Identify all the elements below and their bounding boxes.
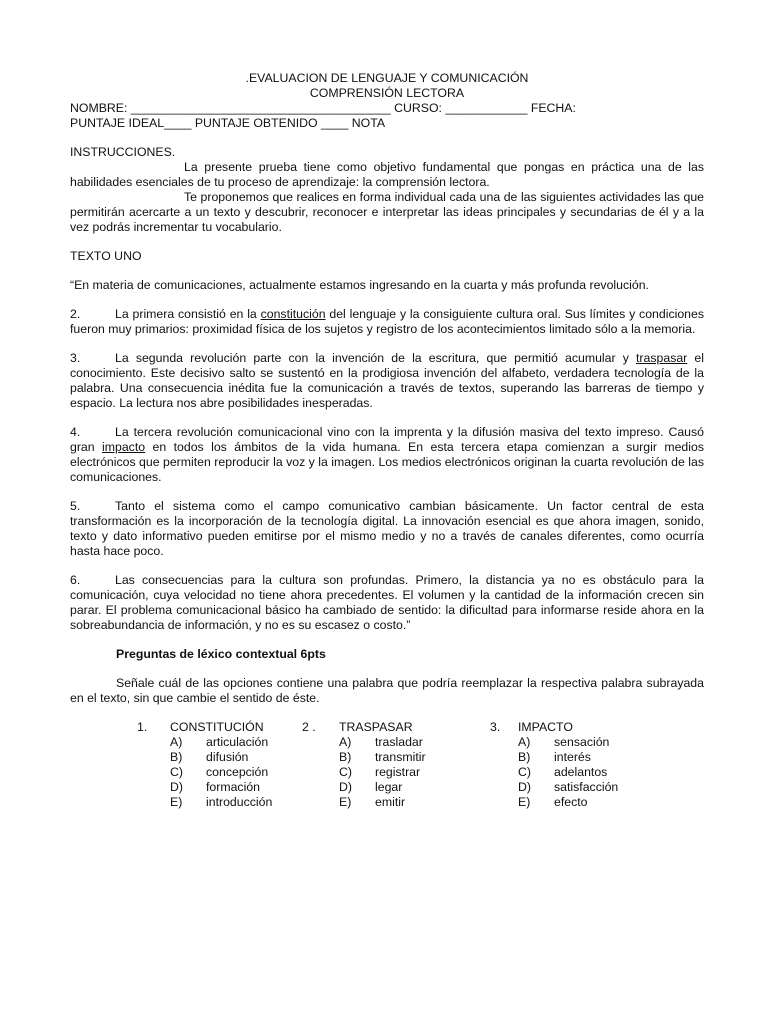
questions-instruction <box>70 676 704 706</box>
p4-text-a: La tercera revolución comunicacional vino con la imprenta y la difusión masiva del texto impreso. Causó gran <box>70 425 704 454</box>
option-text: articulación <box>206 735 269 749</box>
p6-text: Las consecuencias para la cultura son profundas. Primero, la distancia ya no es obstáculo para la comunicación, cuya velocidad no tiene ahora precedentes. El volumen y la cantidad de la información crecen sin parar. El problema comunicacional básico ha cambiado de sentido: la dificultad para informarse reside ahora en la sobreabundancia de información, y no es su escasez o costo.” <box>70 573 704 632</box>
option-item[interactable] <box>170 765 272 780</box>
option-text: adelantos <box>554 765 608 779</box>
questions-instruction-text: Señale cuál de las opciones contiene una palabra que podría reemplazar la respectiva palabra subrayada en el texto, sin que cambie el sentido de éste. <box>70 676 704 705</box>
option-item[interactable] <box>518 735 618 750</box>
p5-text: Tanto el sistema como el campo comunicativo cambian básicamente. Un factor central de esta transformación es la incorporación de la tecnología digital. La innovación esencial es que ahora imagen, sonido, texto y dato informativo pueden emitirse por el mismo medio y no a través de canales diferentes, como ocurría hasta hace poco. <box>70 499 704 558</box>
text-paragraph-4 <box>70 425 704 485</box>
paragraph-number: 5. <box>70 499 81 513</box>
text-paragraph-6 <box>70 573 704 633</box>
option-letter: A) <box>339 735 352 749</box>
p3-text-b: el conocimiento. Este decisivo salto se sustentó en la prodigiosa invención del alfabeto, verdadera tecnología de la palabra. Una consecuencia inédita fue la comunicación a través de textos, superando las barreras de tiempo y espacio. La lectura nos abre posibilidades inesperadas. <box>70 351 704 410</box>
question-number: 2 . <box>302 720 316 734</box>
option-item[interactable] <box>518 795 618 810</box>
option-letter: A) <box>170 735 183 749</box>
question-3 <box>490 720 618 810</box>
questions-heading: Preguntas de léxico contextual 6pts <box>116 647 326 661</box>
option-item[interactable] <box>339 735 426 750</box>
option-text: satisfacción <box>554 780 619 794</box>
option-text: efecto <box>554 795 588 809</box>
document-title: .EVALUACION DE LENGUAJE Y COMUNICACIÓN <box>245 71 529 85</box>
option-text: legar <box>375 780 403 794</box>
instructions-p2-first: Te proponemos que realices en forma individual cada una de las siguientes actividades <box>184 190 661 204</box>
instructions-paragraph-1 <box>70 160 704 190</box>
option-letter: D) <box>339 780 352 794</box>
option-text: emitir <box>375 795 406 809</box>
question-number: 1. <box>137 720 148 734</box>
instructions-p1-first: La presente prueba tiene como objetivo fundamental que pongas en práctica una de las <box>184 160 704 174</box>
p4-text-b: en todos los ámbitos de la vida humana. En esta tercera etapa comienzan a surgir medios electrónicos que permiten reproducir la voz y la imagen. Los medios electrónicos originan la cuarta revolución de las comunicaciones. <box>70 440 704 484</box>
option-item[interactable] <box>170 735 272 750</box>
option-item[interactable] <box>170 750 272 765</box>
option-text: difusión <box>206 750 249 764</box>
option-item[interactable] <box>339 750 426 765</box>
question-word: IMPACTO <box>518 720 573 734</box>
option-item[interactable] <box>339 795 426 810</box>
option-letter: E) <box>170 795 183 809</box>
score-info-line: PUNTAJE IDEAL____ PUNTAJE OBTENIDO ____ NOTA <box>70 116 386 130</box>
question-word: CONSTITUCIÓN <box>170 720 264 734</box>
text-paragraph-3 <box>70 351 704 411</box>
option-letter: B) <box>339 750 352 764</box>
option-letter: B) <box>170 750 183 764</box>
text-paragraph-2 <box>70 307 704 337</box>
p3-text-a: La segunda revolución parte con la invención de la escritura, que permitió acumular y <box>115 351 637 365</box>
underlined-word-traspasar: traspasar <box>636 351 688 365</box>
questions-options <box>70 720 704 820</box>
question-word: TRASPASAR <box>339 720 413 734</box>
text-label: TEXTO UNO <box>70 249 142 263</box>
option-letter: D) <box>518 780 531 794</box>
p2-text-a: La primera consistió en la <box>115 307 261 321</box>
question-1 <box>137 720 272 810</box>
instructions-p1-rest: habilidades esenciales de tu proceso de aprendizaje: la comprensión lectora. <box>70 175 490 189</box>
option-text: registrar <box>375 765 421 779</box>
instructions-p2-rest: las que permitirán acercarte a un texto y descubrir, reconocer e interpretar las ideas principales y secundarias de él y a la vez podrás incrementar tu vocabulario. <box>70 190 705 234</box>
instructions-paragraph-2 <box>70 190 704 235</box>
option-letter: B) <box>518 750 531 764</box>
option-item[interactable] <box>170 795 272 810</box>
question-number: 3. <box>490 720 501 734</box>
document-subtitle: COMPRENSIÓN LECTORA <box>309 86 465 100</box>
text-paragraph-1: “En materia de comunicaciones, actualmente estamos ingresando en la cuarta y más profunda revolución. <box>70 278 649 292</box>
option-text: transmitir <box>375 750 426 764</box>
option-text: interés <box>554 750 591 764</box>
option-item[interactable] <box>518 750 618 765</box>
document-page <box>70 71 704 820</box>
underlined-word-constitucion: constitución <box>260 307 326 321</box>
option-letter: E) <box>518 795 531 809</box>
option-text: sensación <box>554 735 610 749</box>
option-item[interactable] <box>339 780 426 795</box>
paragraph-number: 4. <box>70 425 81 439</box>
question-2 <box>302 720 426 810</box>
text-paragraph-5 <box>70 499 704 559</box>
option-item[interactable] <box>339 765 426 780</box>
option-letter: E) <box>339 795 352 809</box>
option-letter: C) <box>518 765 531 779</box>
option-text: introducción <box>206 795 273 809</box>
option-letter: C) <box>170 765 183 779</box>
student-info-line: NOMBRE: ______________________________________ CURSO: ____________ FECHA: <box>70 101 576 115</box>
option-item[interactable] <box>518 765 618 780</box>
option-text: concepción <box>206 765 269 779</box>
paragraph-number: 2. <box>70 307 81 321</box>
instructions-label: INSTRUCCIONES. <box>70 145 176 159</box>
option-text: trasladar <box>375 735 423 749</box>
p2-text-b: del lenguaje y la consiguiente cultura oral. Sus límites y condiciones fueron muy primarios: proximidad física de los sujetos y registro de los acontecimientos limitado sólo a la memoria. <box>70 307 704 336</box>
option-text: formación <box>206 780 260 794</box>
option-item[interactable] <box>170 780 272 795</box>
option-item[interactable] <box>518 780 618 795</box>
option-letter: C) <box>339 765 352 779</box>
paragraph-number: 3. <box>70 351 81 365</box>
option-letter: D) <box>170 780 183 794</box>
paragraph-number: 6. <box>70 573 81 587</box>
underlined-word-impacto: impacto <box>102 440 146 454</box>
option-letter: A) <box>518 735 531 749</box>
